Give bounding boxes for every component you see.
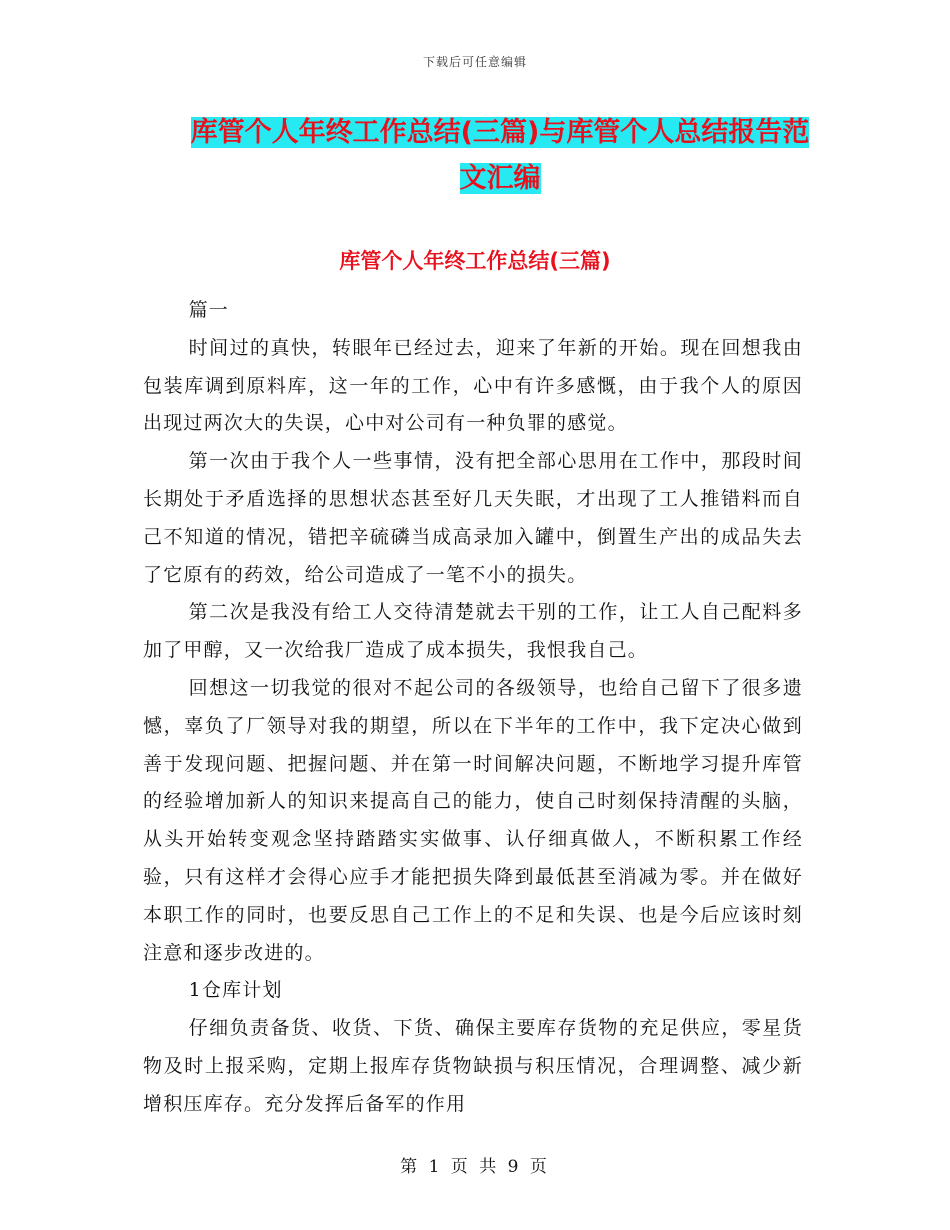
main-title-line-1: 库管个人年终工作总结(三篇)与库管个人总结报告范 (190, 117, 810, 148)
paragraph: 时间过的真快，转眼年已经过去，迎来了年新的开始。现在回想我由包装库调到原料库，这一年的工作，心中有许多感慨，由于我个人的原因出现过两次大的失误，心中对公司有一种负罪的感觉。 (143, 336, 803, 435)
paragraph: 仔细负责备货、收货、下货、确保主要库存货物的充足供应，零星货物及时上报采购，定期上报库存货物缺损与积压情况，合理调整、减少新增积压库存。充分发挥后备军的作用 (143, 1017, 803, 1115)
paragraph: 第一次由于我个人一些事情，没有把全部心思用在工作中，那段时间长期处于矛盾选择的思想状态甚至好几天失眠，才出现了工人推错料而自己不知道的情况，错把辛硫磷当成高录加入罐中，倒置生产出的成品失去了它原有的药效，给公司造成了一笔不小的损失。 (143, 450, 803, 586)
paragraph: 1仓库计划 (188, 979, 283, 1002)
body-text (143, 292, 803, 1124)
header-note: 下载后可任意编辑 (422, 55, 527, 69)
page-number: 第 1 页 共 9 页 (400, 1157, 550, 1177)
paragraph: 第二次是我没有给工人交待清楚就去干别的工作，让工人自己配料多加了甲醇，又一次给我厂造成了成本损失，我恨我自己。 (143, 601, 803, 662)
main-title (150, 110, 850, 202)
paragraph: 回想这一切我觉的很对不起公司的各级领导，也给自己留下了很多遗憾，辜负了厂领导对我的期望，所以在下半年的工作中，我下定决心做到善于发现问题、把握问题、并在第一时间解决问题，不断地学习提升库管的经验增加新人的知识来提高自己的能力，使自己时刻保持清醒的头脑，从头开始转变观念坚持踏踏实实做事、认仔细真做人，不断积累工作经验，只有这样才会得心应手才能把损失降到最低甚至消减为零。并在做好本职工作的同时，也要反思自己工作上的不足和失误、也是今后应该时刻注意和逐步改进的。 (143, 676, 803, 964)
main-title-line-2: 文汇编 (459, 163, 541, 194)
section-title: 库管个人年终工作总结(三篇) (339, 249, 611, 273)
paragraph: 篇一 (188, 299, 229, 321)
